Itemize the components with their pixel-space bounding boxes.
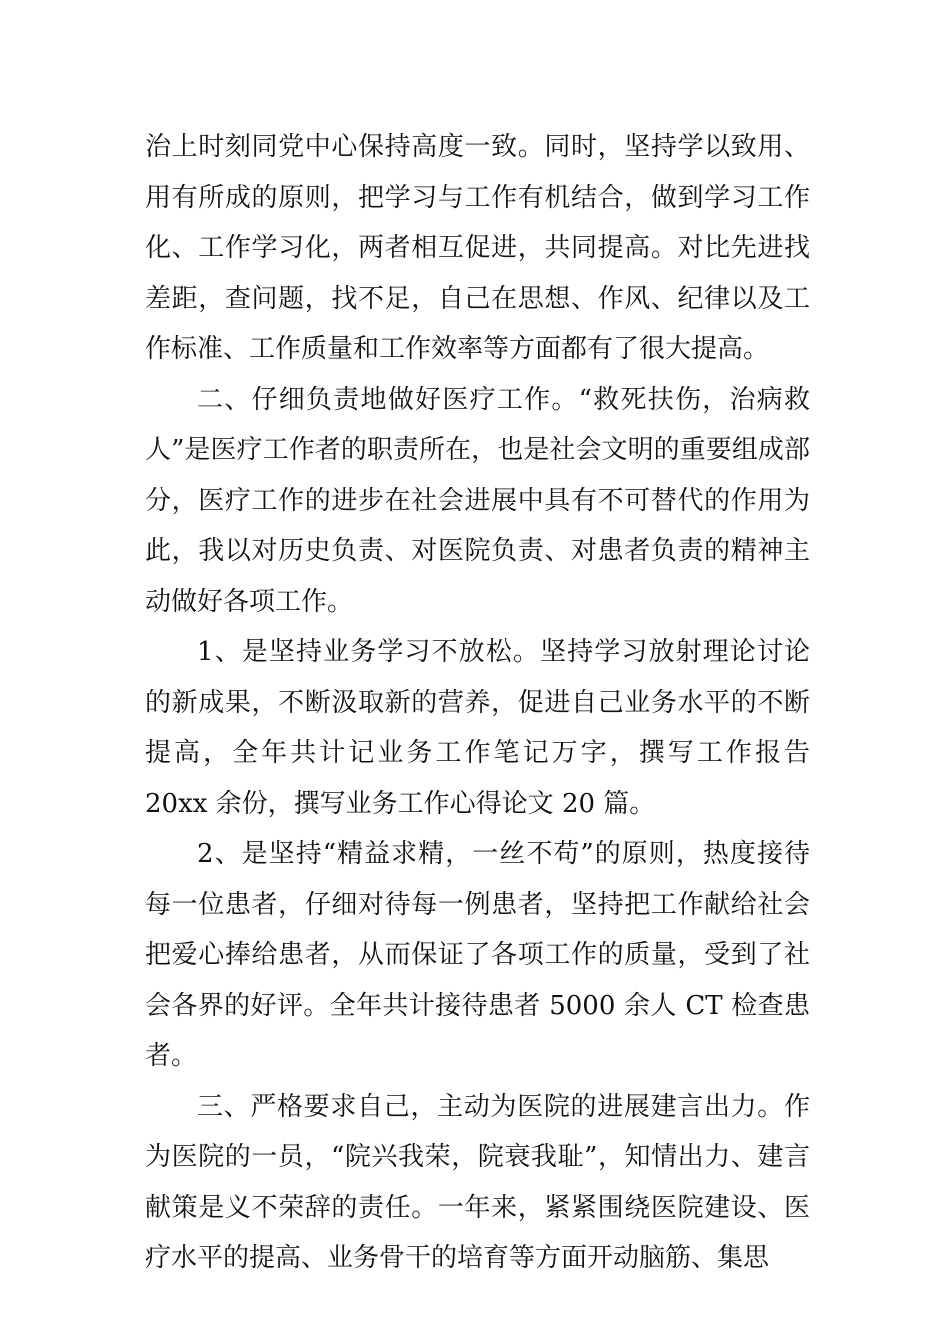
paragraph-5: 三、严格要求自己，主动为医院的进展建言出力。作为医院的一员，“院兴我荣，院衰我耻”，知情出力、建言献策是义不荣辞的责任。一年来，紧紧围绕医院建设、医疗水平的提高、业务骨干的培育等方面开动脑筋、集思: [145, 1091, 810, 1273]
paragraph-2: 二、仔细负责地做好医疗工作。“救死扶伤，治病救人”是医疗工作者的职责所在，也是社会文明的重要组成部分，医疗工作的进步在社会进展中具有不可替代的作用为此，我以对历史负责、对医院负责、对患者负责的精神主动做好各项工作。: [145, 384, 810, 617]
document-body: [145, 122, 810, 1284]
paragraph-1: 治上时刻同党中心保持高度一致。同时，坚持学以致用、用有所成的原则，把学习与工作有机结合，做到学习工作化、工作学习化，两者相互促进，共同提高。对比先进找差距，查问题，找不足，自己在思想、作风、纪律以及工作标准、工作质量和工作效率等方面都有了很大提高。: [145, 132, 810, 364]
paragraph-4: 2、是坚持“精益求精，一丝不苟”的原则，热度接待每一位患者，仔细对待每一例患者，坚持把工作献给社会把爱心捧给患者，从而保证了各项工作的质量，受到了社会各界的好评。全年共计接待患者 5000 余人 CT 检查患者。: [145, 839, 810, 1071]
paragraph-3: 1、是坚持业务学习不放松。坚持学习放射理论讨论的新成果，不断汲取新的营养，促进自己业务水平的不断提高，全年共计记业务工作笔记万字，撰写工作报告 20xx 余份，撰写业务工作心得论文 20 篇。: [145, 637, 810, 819]
